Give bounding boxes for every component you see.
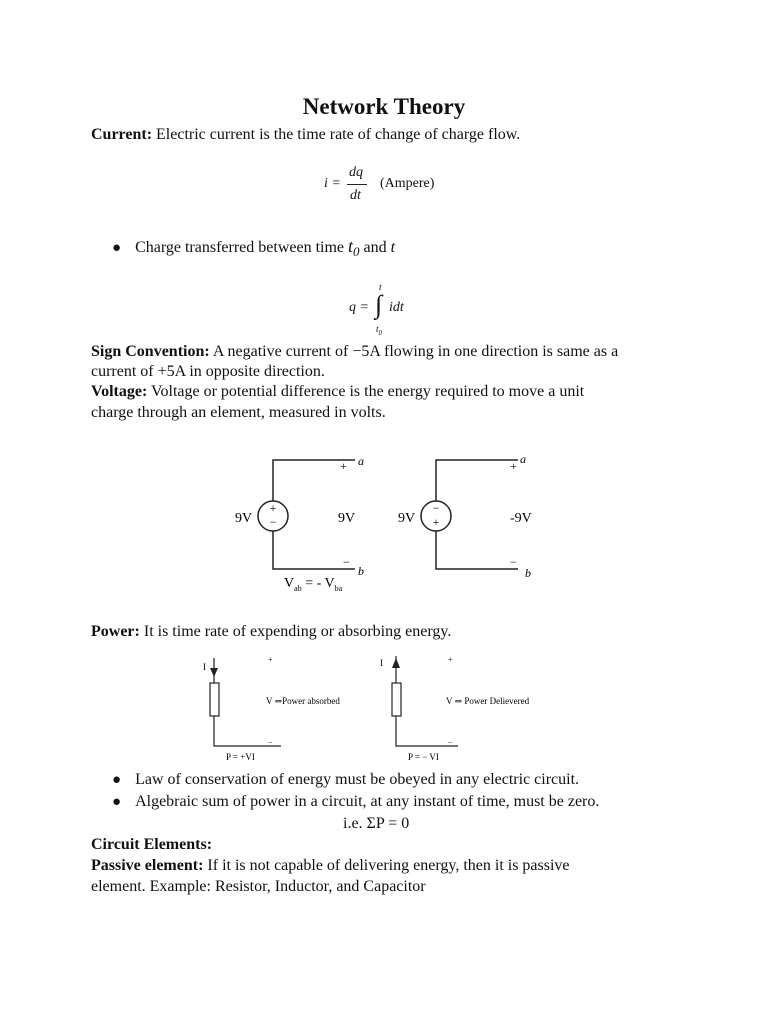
bullet2-text: Law of conservation of energy must be obeyed in any electric circuit. — [135, 771, 580, 788]
eq-mid: = - V — [301, 576, 335, 591]
circuit-1 — [235, 454, 364, 593]
formula1-denominator: dt — [350, 188, 361, 203]
circuit1-plus: + — [340, 459, 347, 473]
power-diagrams — [196, 650, 566, 766]
passive-line1: If it is not capable of delivering energy, then it is passive — [203, 857, 570, 874]
circuit1-equation — [284, 576, 343, 593]
passive-label: Passive element: — [91, 857, 204, 874]
circuit2-plus: + — [510, 459, 517, 473]
bullet1-t0-sub: 0 — [353, 244, 360, 260]
circuit1-minus: − — [343, 555, 350, 569]
resistor-icon — [210, 683, 219, 716]
fig2-equation: P = − VI — [408, 752, 439, 762]
power-absorbed-figure — [203, 655, 340, 762]
power-paragraph — [91, 621, 451, 642]
fig2-minus: − — [448, 738, 453, 747]
circuit2-voltage-value: -9V — [510, 511, 532, 526]
voltage-paragraph — [91, 381, 584, 402]
circuit1-source-label: 9V — [235, 511, 253, 526]
current-label: Current: — [91, 126, 153, 143]
circuit2-minus: − — [510, 555, 517, 569]
circuit1-voltage-value: 9V — [338, 511, 356, 526]
circuit2-node-a: a — [520, 452, 526, 466]
current-formula — [318, 163, 478, 209]
bullet3-text: Algebraic sum of power in a circuit, at any instant of time, must be zero. — [135, 793, 600, 810]
circuit2-node-b: b — [525, 566, 531, 580]
bullet-conservation — [112, 769, 579, 791]
power-delivered-figure — [380, 655, 530, 762]
fig1-current: I — [203, 662, 206, 672]
fig2-plus: + — [448, 655, 453, 664]
source2-top-sign: − — [432, 501, 440, 515]
formula2-upper: t — [379, 282, 382, 292]
eq-sub1: ab — [294, 584, 302, 593]
formula1-lhs: i = — [324, 176, 341, 191]
circuit2-bottom-wire — [436, 530, 518, 569]
source1-minus: − — [269, 515, 277, 529]
sign-label: Sign Convention: — [91, 343, 210, 360]
circuit1-node-a: a — [358, 454, 364, 468]
formula2-lhs: q = — [349, 300, 369, 315]
power-label: Power: — [91, 623, 140, 640]
page-title: Network Theory — [302, 94, 466, 119]
passive-paragraph — [91, 855, 570, 876]
circuit-2 — [398, 452, 532, 580]
fraction-bar — [347, 184, 367, 185]
voltage-label: Voltage: — [91, 383, 148, 400]
power-text: It is time rate of expending or absorbing energy. — [139, 623, 452, 640]
voltage-line1: Voltage or potential difference is the energy required to move a unit — [147, 383, 585, 400]
arrow-down-icon — [210, 668, 218, 677]
source1-plus: + — [269, 501, 277, 515]
bullet1-and: and — [359, 239, 391, 256]
sign-line2: current of +5A in opposite direction. — [91, 363, 325, 380]
fig2-current: I — [380, 658, 383, 668]
formula2-integrand: idt — [389, 300, 404, 315]
arrow-up-icon — [392, 658, 400, 668]
fig1-minus: − — [268, 738, 273, 747]
eq-sub2: ba — [334, 584, 343, 593]
circuit-elements-heading: Circuit Elements: — [91, 836, 213, 853]
bullet1-text: Charge transferred between time — [135, 239, 349, 256]
circuit2-source-label: 9V — [398, 511, 416, 526]
formula2-lower — [376, 324, 382, 337]
fig1-plus: + — [268, 655, 273, 664]
current-text: Electric current is the time rate of change of charge flow. — [152, 126, 521, 143]
bullet-icon: ● — [112, 240, 122, 256]
fig1-text: V ⇒Power absorbed — [266, 696, 340, 706]
eq-v1: V — [284, 576, 295, 591]
bullet1-t0: t — [348, 236, 354, 256]
formula1-numerator: dq — [349, 165, 363, 180]
bullet-charge-transferred — [112, 236, 395, 262]
passive-line2: element. Example: Resistor, Inductor, and Capacitor — [91, 878, 426, 895]
fig2-text: V ⇒ Power Delievered — [446, 696, 530, 706]
bullet-icon: ● — [112, 772, 122, 788]
source2-bottom-sign: + — [432, 515, 440, 529]
sign-line1: A negative current of −5A flowing in one direction is same as a — [209, 343, 619, 360]
circuit2-top-wire — [436, 460, 518, 501]
fig1-equation: P = +VI — [226, 752, 255, 762]
current-paragraph — [91, 124, 520, 145]
resistor-icon — [392, 683, 401, 716]
integral-sign: ∫ — [375, 290, 383, 319]
formula1-unit: (Ampere) — [380, 176, 435, 191]
bullet1-t: t — [390, 239, 396, 256]
circuit1-node-b: b — [358, 564, 364, 578]
power-sum-equation: i.e. ΣP = 0 — [343, 815, 410, 832]
charge-formula — [345, 282, 445, 337]
voltage-line2: charge through an element, measured in volts. — [91, 404, 386, 421]
formula2-lower-t: t — [376, 324, 379, 334]
bullet-icon: ● — [112, 794, 122, 810]
bullet-algebraic-sum — [112, 791, 599, 813]
voltage-circuits-diagram — [220, 448, 560, 600]
sign-convention-paragraph — [91, 341, 618, 362]
formula2-lower-sub: 0 — [378, 328, 383, 337]
